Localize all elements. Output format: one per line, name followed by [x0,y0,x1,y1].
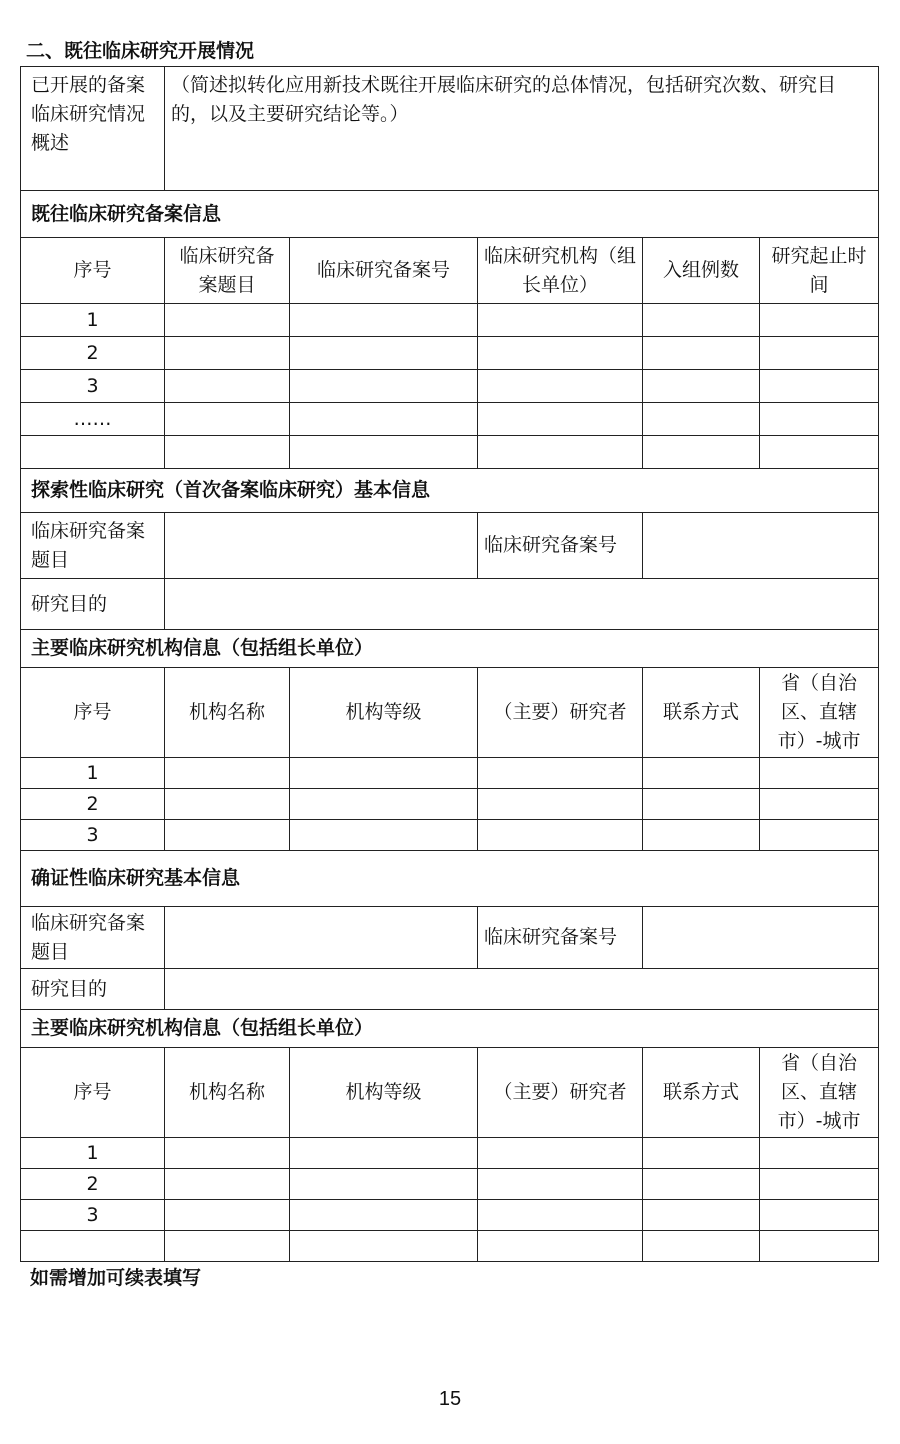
summary-label: 已开展的备案临床研究情况概述 [21,67,165,191]
table-row [21,370,879,403]
col-header: 省（自治区、直辖市）-城市 [760,1048,879,1138]
table-row [21,1231,879,1262]
cell-input[interactable] [478,403,643,436]
cell-input[interactable] [643,370,760,403]
topic-label: 临床研究备案题目 [21,907,165,969]
cell-input[interactable] [165,1138,290,1169]
table-row [21,337,879,370]
section-title: 二、既往临床研究开展情况 [26,40,255,62]
cell-input[interactable] [478,1200,643,1231]
cell-input[interactable] [290,337,478,370]
col-header: 临床研究备案题目 [165,238,290,304]
col-header: （主要）研究者 [478,1048,643,1138]
cell-input[interactable] [643,1231,760,1262]
row-index [21,436,165,469]
exploratory-institutions-header [21,668,879,758]
confirmatory-title: 确证性临床研究基本信息 [21,851,879,907]
cell-input[interactable] [478,789,643,820]
col-header: 序号 [21,238,165,304]
cell-input[interactable] [478,1169,643,1200]
cell-input[interactable] [643,304,760,337]
cell-input[interactable] [165,820,290,851]
confirmatory-topic-row [21,907,879,969]
cell-input[interactable] [760,1200,879,1231]
col-header: （主要）研究者 [478,668,643,758]
row-index [21,1231,165,1262]
col-header: 省（自治区、直辖市）-城市 [760,668,879,758]
cell-input[interactable] [290,1200,478,1231]
cell-input[interactable] [165,1231,290,1262]
cell-input[interactable] [478,758,643,789]
cell-input[interactable] [290,758,478,789]
cell-input[interactable] [643,1138,760,1169]
cell-input[interactable] [760,758,879,789]
col-header: 机构名称 [165,1048,290,1138]
exploratory-institutions-title: 主要临床研究机构信息（包括组长单位） [21,630,879,668]
cell-input[interactable] [643,337,760,370]
cell-input[interactable] [478,1138,643,1169]
table-row [21,436,879,469]
col-header: 联系方式 [643,1048,760,1138]
table-row [21,403,879,436]
topic-input[interactable] [165,513,478,579]
cell-input[interactable] [760,1231,879,1262]
past-records-header [21,238,879,304]
cell-input[interactable] [760,403,879,436]
table-row [21,758,879,789]
col-header: 临床研究备案号 [290,238,478,304]
cell-input[interactable] [478,820,643,851]
purpose-input[interactable] [165,579,879,630]
number-input[interactable] [643,907,879,969]
footer-note: 如需增加可续表填写 [30,1267,202,1289]
exploratory-purpose-row [21,579,879,630]
summary-instruction[interactable]: （简述拟转化应用新技术既往开展临床研究的总体情况，包括研究次数、研究目的，以及主要研究结论等。） [165,67,879,191]
past-records-title: 既往临床研究备案信息 [21,191,879,238]
col-header: 联系方式 [643,668,760,758]
row-index: 2 [21,337,165,370]
cell-input[interactable] [643,820,760,851]
cell-input[interactable] [290,304,478,337]
cell-input[interactable] [290,1169,478,1200]
purpose-input[interactable] [165,969,879,1010]
cell-input[interactable] [165,1169,290,1200]
purpose-label: 研究目的 [21,969,165,1010]
number-label: 临床研究备案号 [478,907,643,969]
row-index: …… [21,403,165,436]
cell-input[interactable] [165,758,290,789]
col-header: 研究起止时间 [760,238,879,304]
cell-input[interactable] [165,789,290,820]
row-index: 3 [21,370,165,403]
cell-input[interactable] [165,403,290,436]
cell-input[interactable] [165,1200,290,1231]
cell-input[interactable] [760,1138,879,1169]
confirmatory-institutions-header [21,1048,879,1138]
table-row [21,1138,879,1169]
purpose-label: 研究目的 [21,579,165,630]
topic-label: 临床研究备案题目 [21,513,165,579]
summary-row [21,67,879,191]
cell-input[interactable] [478,1231,643,1262]
col-header: 临床研究机构（组长单位） [478,238,643,304]
table-row [21,304,879,337]
cell-input[interactable] [290,436,478,469]
confirmatory-purpose-row [21,969,879,1010]
cell-input[interactable] [478,337,643,370]
cell-input[interactable] [643,789,760,820]
cell-input[interactable] [290,403,478,436]
cell-input[interactable] [760,789,879,820]
cell-input[interactable] [760,1169,879,1200]
row-index: 2 [21,1169,165,1200]
cell-input[interactable] [165,436,290,469]
cell-input[interactable] [290,1231,478,1262]
cell-input[interactable] [760,337,879,370]
cell-input[interactable] [760,370,879,403]
number-label: 临床研究备案号 [478,513,643,579]
cell-input[interactable] [290,820,478,851]
confirmatory-institutions-title: 主要临床研究机构信息（包括组长单位） [21,1010,879,1048]
table-row [21,1169,879,1200]
cell-input[interactable] [643,403,760,436]
table-row [21,1200,879,1231]
cell-input[interactable] [760,436,879,469]
col-header: 序号 [21,1048,165,1138]
exploratory-title: 探索性临床研究（首次备案临床研究）基本信息 [21,469,879,513]
col-header: 机构名称 [165,668,290,758]
cell-input[interactable] [478,436,643,469]
cell-input[interactable] [165,337,290,370]
cell-input[interactable] [760,820,879,851]
table-row [21,820,879,851]
cell-input[interactable] [760,304,879,337]
page-number: 15 [438,1388,462,1410]
table-row [21,789,879,820]
row-index: 1 [21,1138,165,1169]
col-header: 序号 [21,668,165,758]
cell-input[interactable] [165,370,290,403]
row-index: 1 [21,304,165,337]
cell-input[interactable] [643,1169,760,1200]
col-header: 入组例数 [643,238,760,304]
row-index: 3 [21,1200,165,1231]
cell-input[interactable] [643,1200,760,1231]
cell-input[interactable] [643,758,760,789]
row-index: 1 [21,758,165,789]
cell-input[interactable] [165,304,290,337]
row-index: 2 [21,789,165,820]
cell-input[interactable] [478,304,643,337]
cell-input[interactable] [290,789,478,820]
col-header: 机构等级 [290,668,478,758]
cell-input[interactable] [290,370,478,403]
row-index: 3 [21,820,165,851]
cell-input[interactable] [478,370,643,403]
topic-input[interactable] [165,907,478,969]
cell-input[interactable] [643,436,760,469]
clinical-research-form [20,66,879,1262]
exploratory-topic-row [21,513,879,579]
cell-input[interactable] [290,1138,478,1169]
number-input[interactable] [643,513,879,579]
col-header: 机构等级 [290,1048,478,1138]
